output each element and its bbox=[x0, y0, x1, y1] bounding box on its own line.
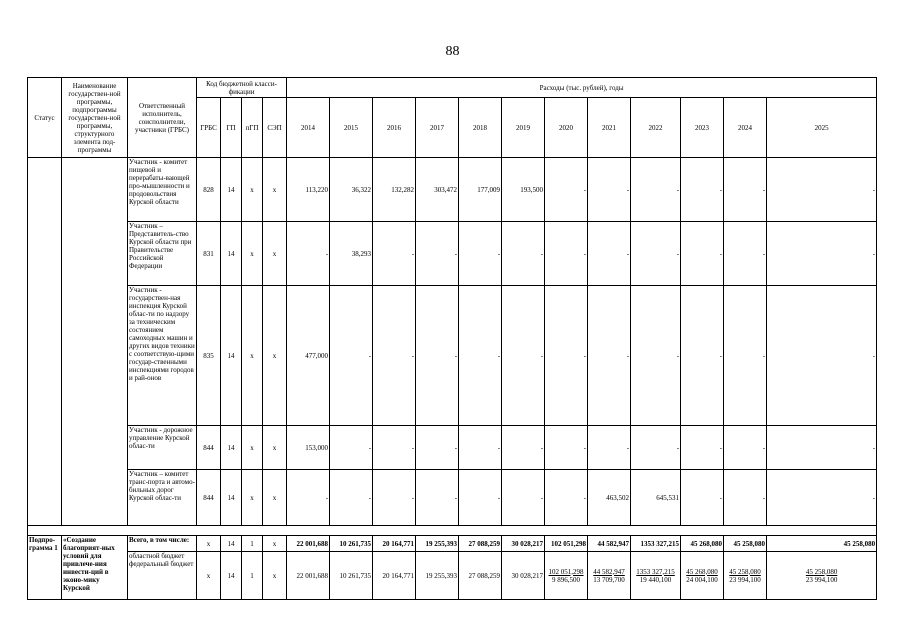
federal-value: 24 004,100 bbox=[686, 575, 718, 584]
regional-label: областной бюджет bbox=[129, 552, 185, 560]
value-cell: - bbox=[681, 426, 724, 470]
value-cell: 19 255,393 bbox=[416, 536, 459, 552]
participant-name: Участник – Представитель-ство Курской области при Правительстве Российской Федерации bbox=[128, 222, 197, 286]
code-cell: х bbox=[197, 552, 221, 600]
value-cell: - bbox=[588, 158, 631, 222]
header-year: 2014 bbox=[287, 98, 330, 158]
value-cell: 10 261,735 bbox=[330, 536, 373, 552]
table-row bbox=[28, 158, 877, 222]
value-cell: - bbox=[767, 426, 877, 470]
code-cell: х bbox=[242, 158, 263, 222]
value-cell: 27 088,259 bbox=[459, 552, 502, 600]
code-cell: 835 bbox=[197, 286, 221, 426]
value-cell: 22 001,688 bbox=[287, 536, 330, 552]
code-cell: 828 bbox=[197, 158, 221, 222]
value-cell: 45 258,080 bbox=[767, 536, 877, 552]
value-cell: - bbox=[459, 470, 502, 526]
header-code-gp: ГП bbox=[221, 98, 242, 158]
code-cell: х bbox=[263, 286, 287, 426]
value-cell: - bbox=[631, 426, 681, 470]
header-year: 2025 bbox=[767, 98, 877, 158]
regional-value: 45 258,080 bbox=[805, 567, 838, 576]
value-cell: - bbox=[767, 158, 877, 222]
value-cell: - bbox=[767, 222, 877, 286]
stacked-value-cell bbox=[631, 552, 681, 600]
value-cell: - bbox=[373, 286, 416, 426]
value-cell: - bbox=[502, 222, 545, 286]
value-cell: 22 001,688 bbox=[287, 552, 330, 600]
value-cell: - bbox=[681, 158, 724, 222]
value-cell: 102 051,298 bbox=[545, 536, 588, 552]
value-cell: - bbox=[373, 426, 416, 470]
header-status: Статус bbox=[28, 78, 62, 158]
regional-value: 45 268,080 bbox=[686, 567, 718, 576]
code-cell: 1 bbox=[242, 552, 263, 600]
code-cell: х bbox=[263, 552, 287, 600]
value-cell: - bbox=[545, 158, 588, 222]
code-cell: 14 bbox=[221, 286, 242, 426]
value-cell: - bbox=[502, 470, 545, 526]
participant-name: Участник - государствен-ная инспекция Курской облас-ти по надзору за техническим состоянием самоходных машин и других видов техники с соответствую-щими государ-ственными инспекциями городов и рай-онов bbox=[128, 286, 197, 426]
value-cell: - bbox=[681, 222, 724, 286]
code-cell: 844 bbox=[197, 470, 221, 526]
header-year: 2016 bbox=[373, 98, 416, 158]
code-cell: х bbox=[197, 536, 221, 552]
value-cell: 113,220 bbox=[287, 158, 330, 222]
value-cell: 463,502 bbox=[588, 470, 631, 526]
value-cell: - bbox=[416, 286, 459, 426]
participant-name: Участник - комитет пищевой и перерабаты-вающей про-мышленности и продовольствия Курской области bbox=[128, 158, 197, 222]
header-year: 2017 bbox=[416, 98, 459, 158]
code-cell: х bbox=[263, 158, 287, 222]
page-number: 88 bbox=[445, 44, 460, 59]
value-cell: 1353 327,215 bbox=[631, 536, 681, 552]
value-cell: - bbox=[588, 286, 631, 426]
status-cell-empty bbox=[28, 158, 62, 526]
stacked-value-cell bbox=[724, 552, 767, 600]
value-cell: - bbox=[459, 222, 502, 286]
code-cell: 14 bbox=[221, 158, 242, 222]
value-cell: 303,472 bbox=[416, 158, 459, 222]
federal-value: 9 896,500 bbox=[552, 575, 581, 584]
value-cell: 45 268,080 bbox=[681, 536, 724, 552]
stacked-value-cell bbox=[545, 552, 588, 600]
federal-value: 23 994,100 bbox=[729, 575, 761, 584]
value-cell: - bbox=[330, 286, 373, 426]
value-cell: - bbox=[459, 426, 502, 470]
participant-name: Участник - дорожное управление Курской облас-ти bbox=[128, 426, 197, 470]
code-cell: 844 bbox=[197, 426, 221, 470]
budget-label-cell bbox=[128, 552, 197, 600]
header-code-pgp: пГП bbox=[242, 98, 263, 158]
federal-label: федеральный бюджет bbox=[129, 560, 194, 568]
value-cell: - bbox=[724, 286, 767, 426]
value-cell: - bbox=[287, 222, 330, 286]
stacked-value-cell bbox=[588, 552, 631, 600]
value-cell: 44 582,947 bbox=[588, 536, 631, 552]
value-cell: 153,000 bbox=[287, 426, 330, 470]
value-cell: - bbox=[373, 222, 416, 286]
code-cell: х bbox=[242, 426, 263, 470]
value-cell: - bbox=[724, 470, 767, 526]
value-cell: - bbox=[416, 426, 459, 470]
code-cell: х bbox=[263, 470, 287, 526]
value-cell: 30 028,217 bbox=[502, 552, 545, 600]
table-row bbox=[28, 470, 877, 526]
header-year: 2024 bbox=[724, 98, 767, 158]
code-cell: х bbox=[242, 222, 263, 286]
code-cell: 14 bbox=[221, 426, 242, 470]
value-cell: - bbox=[545, 286, 588, 426]
value-cell: 36,322 bbox=[330, 158, 373, 222]
table-row bbox=[28, 426, 877, 470]
total-label: Всего, в том числе: bbox=[128, 536, 197, 552]
regional-value: 1353 327,215 bbox=[636, 567, 675, 576]
header-year: 2018 bbox=[459, 98, 502, 158]
value-cell: 645,531 bbox=[631, 470, 681, 526]
federal-value: 19 440,100 bbox=[639, 575, 672, 584]
value-cell: - bbox=[588, 426, 631, 470]
code-cell: х bbox=[242, 286, 263, 426]
regional-value: 102 051,298 bbox=[548, 567, 584, 576]
header-year: 2019 bbox=[502, 98, 545, 158]
regional-value: 44 582,947 bbox=[593, 567, 625, 576]
value-cell: 193,500 bbox=[502, 158, 545, 222]
value-cell: - bbox=[631, 222, 681, 286]
value-cell: 477,000 bbox=[287, 286, 330, 426]
header-year: 2022 bbox=[631, 98, 681, 158]
value-cell: - bbox=[330, 470, 373, 526]
value-cell: 19 255,393 bbox=[416, 552, 459, 600]
regional-value: 45 258,080 bbox=[729, 567, 761, 576]
value-cell: - bbox=[631, 158, 681, 222]
value-cell: 20 164,771 bbox=[373, 536, 416, 552]
federal-value: 23 994,100 bbox=[805, 575, 838, 584]
value-cell: - bbox=[545, 470, 588, 526]
value-cell: - bbox=[416, 222, 459, 286]
value-cell: - bbox=[416, 470, 459, 526]
value-cell: 45 258,080 bbox=[724, 536, 767, 552]
code-cell: 1 bbox=[242, 536, 263, 552]
value-cell: 132,282 bbox=[373, 158, 416, 222]
value-cell: - bbox=[588, 222, 631, 286]
table-row bbox=[28, 536, 877, 552]
code-cell: х bbox=[263, 536, 287, 552]
value-cell: - bbox=[287, 470, 330, 526]
code-cell: 14 bbox=[221, 536, 242, 552]
value-cell: - bbox=[681, 470, 724, 526]
header-code-sep: СЭП bbox=[263, 98, 287, 158]
spacer-row bbox=[28, 526, 877, 536]
code-cell: х bbox=[263, 222, 287, 286]
code-cell: х bbox=[263, 426, 287, 470]
header-budget-code: Код бюджетной класси-фикации bbox=[197, 78, 287, 98]
header-year: 2020 bbox=[545, 98, 588, 158]
subprogram-status: Подпро-грамма 1 bbox=[28, 536, 62, 600]
code-cell: 14 bbox=[221, 552, 242, 600]
code-cell: 831 bbox=[197, 222, 221, 286]
header-year: 2021 bbox=[588, 98, 631, 158]
value-cell: 177,009 bbox=[459, 158, 502, 222]
stacked-value-cell bbox=[681, 552, 724, 600]
value-cell: - bbox=[767, 286, 877, 426]
header-expenses: Расходы (тыс. рублей), годы bbox=[287, 78, 877, 98]
value-cell: - bbox=[502, 286, 545, 426]
code-cell: 14 bbox=[221, 470, 242, 526]
federal-value: 13 709,700 bbox=[593, 575, 625, 584]
value-cell: 30 028,217 bbox=[502, 536, 545, 552]
value-cell: 27 088,259 bbox=[459, 536, 502, 552]
value-cell: - bbox=[545, 426, 588, 470]
value-cell: - bbox=[681, 286, 724, 426]
value-cell: - bbox=[459, 286, 502, 426]
stacked-value-cell bbox=[767, 552, 877, 600]
budget-table bbox=[27, 77, 877, 600]
subprogram-name: «Создание благоприят-ных условий для привлече-ния инвести-ций в эконо-мику Курской bbox=[62, 536, 128, 600]
value-cell: - bbox=[330, 426, 373, 470]
program-cell-empty bbox=[62, 158, 128, 526]
value-cell: - bbox=[631, 286, 681, 426]
header-year: 2015 bbox=[330, 98, 373, 158]
header-year: 2023 bbox=[681, 98, 724, 158]
header-code-grbs: ГРБС bbox=[197, 98, 221, 158]
table-row bbox=[28, 286, 877, 426]
header-executor: Ответственный исполнитель, соисполнители, участники (ГРБС) bbox=[128, 78, 197, 158]
value-cell: 38,293 bbox=[330, 222, 373, 286]
participant-name: Участник – комитет транс-порта и автомо-бильных дорог Курской облас-ти bbox=[128, 470, 197, 526]
value-cell: 10 261,735 bbox=[330, 552, 373, 600]
code-cell: 14 bbox=[221, 222, 242, 286]
table-row bbox=[28, 552, 877, 600]
value-cell: - bbox=[767, 470, 877, 526]
value-cell: - bbox=[724, 222, 767, 286]
value-cell: 20 164,771 bbox=[373, 552, 416, 600]
code-cell: х bbox=[242, 470, 263, 526]
table-row bbox=[28, 222, 877, 286]
value-cell: - bbox=[724, 158, 767, 222]
value-cell: - bbox=[373, 470, 416, 526]
value-cell: - bbox=[502, 426, 545, 470]
value-cell: - bbox=[724, 426, 767, 470]
value-cell: - bbox=[545, 222, 588, 286]
header-program-name: Наименование государствен-ной программы, подпрограммы государствен-ной программы, структурного элемента под-программы bbox=[62, 78, 128, 158]
